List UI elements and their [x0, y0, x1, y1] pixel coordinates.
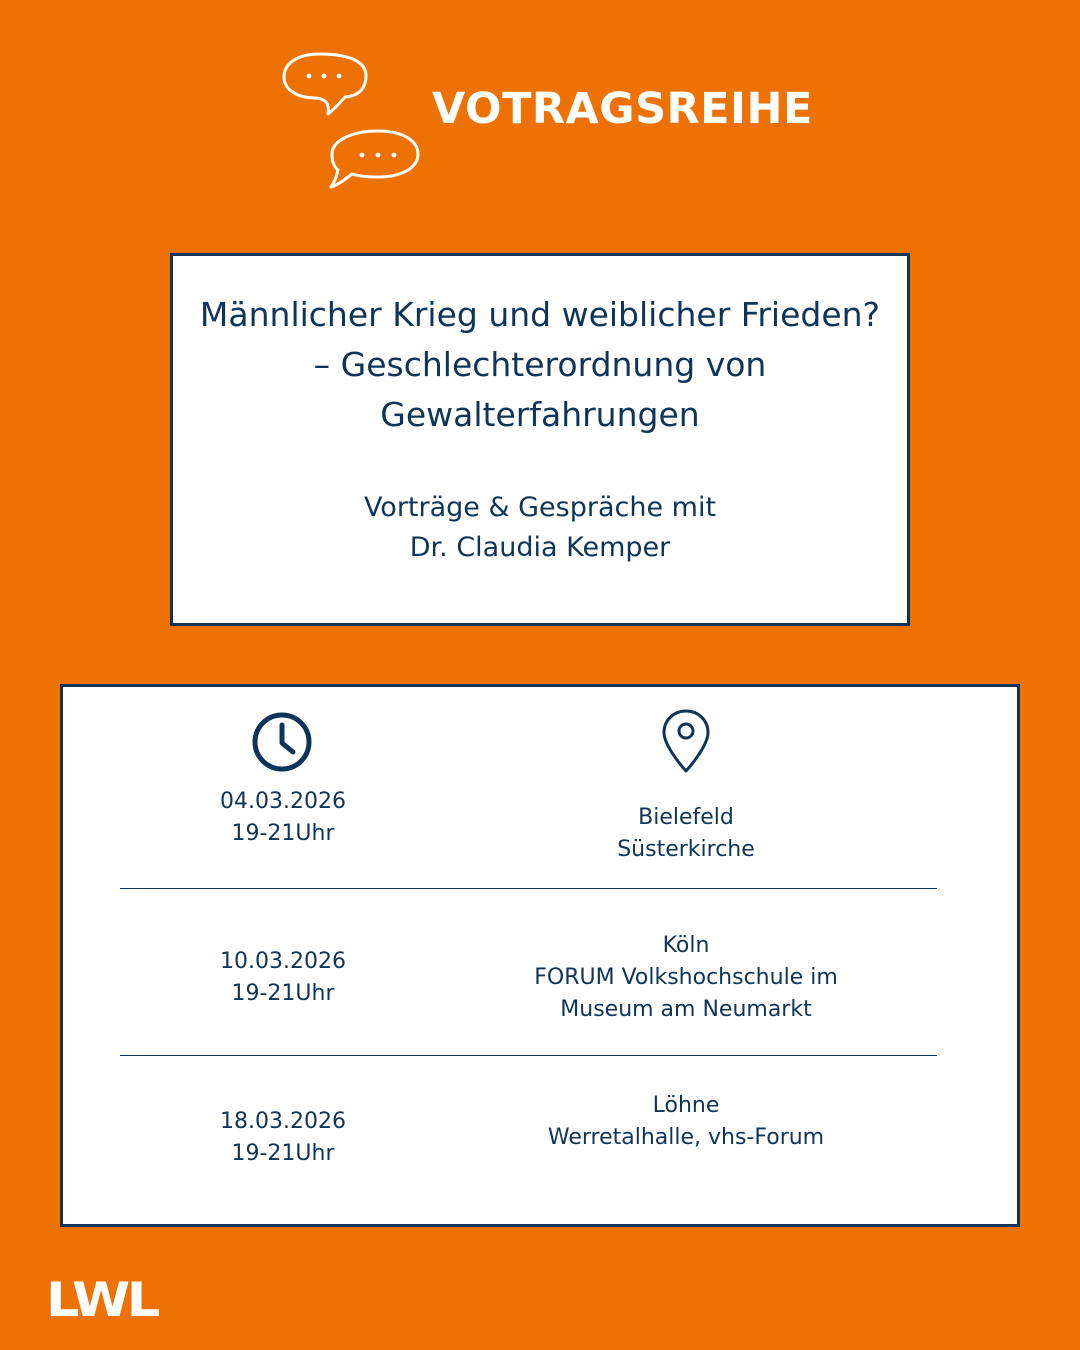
speaker-name: Dr. Claudia Kemper	[409, 532, 671, 563]
topic-title-line: – Geschlechterordnung von	[313, 345, 767, 384]
event-city: Bielefeld	[638, 805, 734, 830]
event-venue: Süsterkirche	[617, 837, 755, 862]
event-location	[483, 1090, 889, 1154]
clock-icon	[250, 710, 314, 774]
event-venue: Museum am Neumarkt	[560, 997, 812, 1022]
topic-box	[170, 253, 910, 626]
topic-title	[173, 290, 907, 440]
header	[0, 0, 1080, 200]
divider	[120, 888, 937, 889]
event-date-time	[183, 946, 383, 1010]
event-venue: Werretalhalle, vhs-Forum	[547, 1125, 825, 1150]
topic-subtitle	[173, 488, 907, 568]
topic-subtitle-line: Vorträge & Gespräche mit	[363, 492, 717, 523]
event-date-time	[183, 786, 383, 850]
divider	[120, 1055, 937, 1056]
topic-title-line: Männlicher Krieg und weiblicher Frieden?	[199, 295, 881, 334]
events-box	[60, 684, 1020, 1227]
event-time: 19-21Uhr	[231, 981, 335, 1006]
speech-bubbles-icon	[280, 48, 430, 193]
event-location	[483, 930, 889, 1026]
event-time: 19-21Uhr	[231, 821, 335, 846]
event-date-time	[183, 1106, 383, 1170]
event-city: Löhne	[652, 1093, 720, 1118]
location-pin-icon	[661, 708, 711, 774]
event-time: 19-21Uhr	[231, 1141, 335, 1166]
lwl-logo: LWL	[46, 1273, 157, 1328]
event-venue: FORUM Volkshochschule im	[534, 965, 838, 990]
event-date: 04.03.2026	[220, 789, 346, 814]
event-date: 10.03.2026	[220, 949, 346, 974]
topic-title-line: Gewalterfahrungen	[380, 395, 700, 434]
event-location	[483, 802, 889, 866]
series-title: VOTRAGSREIHE	[432, 84, 813, 134]
event-date: 18.03.2026	[220, 1109, 346, 1134]
event-city: Köln	[662, 933, 710, 958]
